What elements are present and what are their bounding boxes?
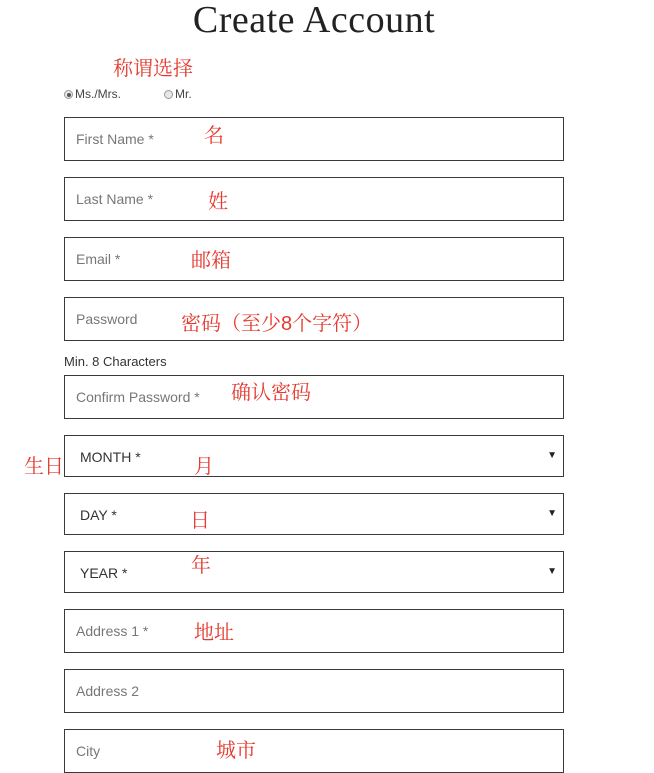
password-hint: Min. 8 Characters xyxy=(64,354,167,369)
annotation-day: 日 xyxy=(190,510,210,532)
annotation-last-name: 姓 xyxy=(208,191,228,213)
city-placeholder: City xyxy=(76,743,101,759)
annotation-salutation: 称谓选择 xyxy=(113,58,193,80)
radio-mr[interactable] xyxy=(164,87,192,101)
radio-checked-icon xyxy=(64,90,73,99)
caret-down-icon: ▼ xyxy=(547,508,557,519)
radio-label-ms-mrs: Ms./Mrs. xyxy=(75,87,121,101)
confirm-password-input[interactable] xyxy=(64,375,564,419)
radio-unchecked-icon xyxy=(164,90,173,99)
day-select[interactable] xyxy=(64,493,564,535)
year-placeholder: YEAR * xyxy=(80,565,128,581)
radio-label-mr: Mr. xyxy=(175,87,192,101)
caret-down-icon: ▼ xyxy=(547,566,557,577)
address1-input[interactable] xyxy=(64,609,564,653)
address1-placeholder: Address 1 * xyxy=(76,623,149,639)
password-placeholder: Password xyxy=(76,311,138,327)
page-title: Create Account xyxy=(192,0,436,41)
email-input[interactable] xyxy=(64,237,564,281)
annotation-month: 月 xyxy=(194,456,214,478)
first-name-input[interactable] xyxy=(64,117,564,161)
caret-down-icon: ▼ xyxy=(547,450,557,461)
year-select[interactable] xyxy=(64,551,564,593)
email-placeholder: Email * xyxy=(76,251,121,267)
month-placeholder: MONTH * xyxy=(80,449,141,465)
month-select[interactable] xyxy=(64,435,564,477)
radio-ms-mrs[interactable] xyxy=(64,87,121,101)
annotation-birthday: 生日 xyxy=(24,456,64,478)
annotation-city: 城市 xyxy=(216,740,256,762)
city-input[interactable] xyxy=(64,729,564,773)
annotation-confirm-password: 确认密码 xyxy=(231,382,311,404)
day-placeholder: DAY * xyxy=(80,507,117,523)
address2-input[interactable] xyxy=(64,669,564,713)
first-name-placeholder: First Name * xyxy=(76,131,154,147)
annotation-password: 密码（至少8个字符） xyxy=(181,313,373,335)
annotation-year: 年 xyxy=(191,555,211,577)
last-name-input[interactable] xyxy=(64,177,564,221)
annotation-address: 地址 xyxy=(194,622,234,644)
annotation-email: 邮箱 xyxy=(191,250,231,272)
confirm-password-placeholder: Confirm Password * xyxy=(76,389,200,405)
address2-placeholder: Address 2 xyxy=(76,683,140,699)
annotation-first-name: 名 xyxy=(204,125,224,147)
last-name-placeholder: Last Name * xyxy=(76,191,154,207)
